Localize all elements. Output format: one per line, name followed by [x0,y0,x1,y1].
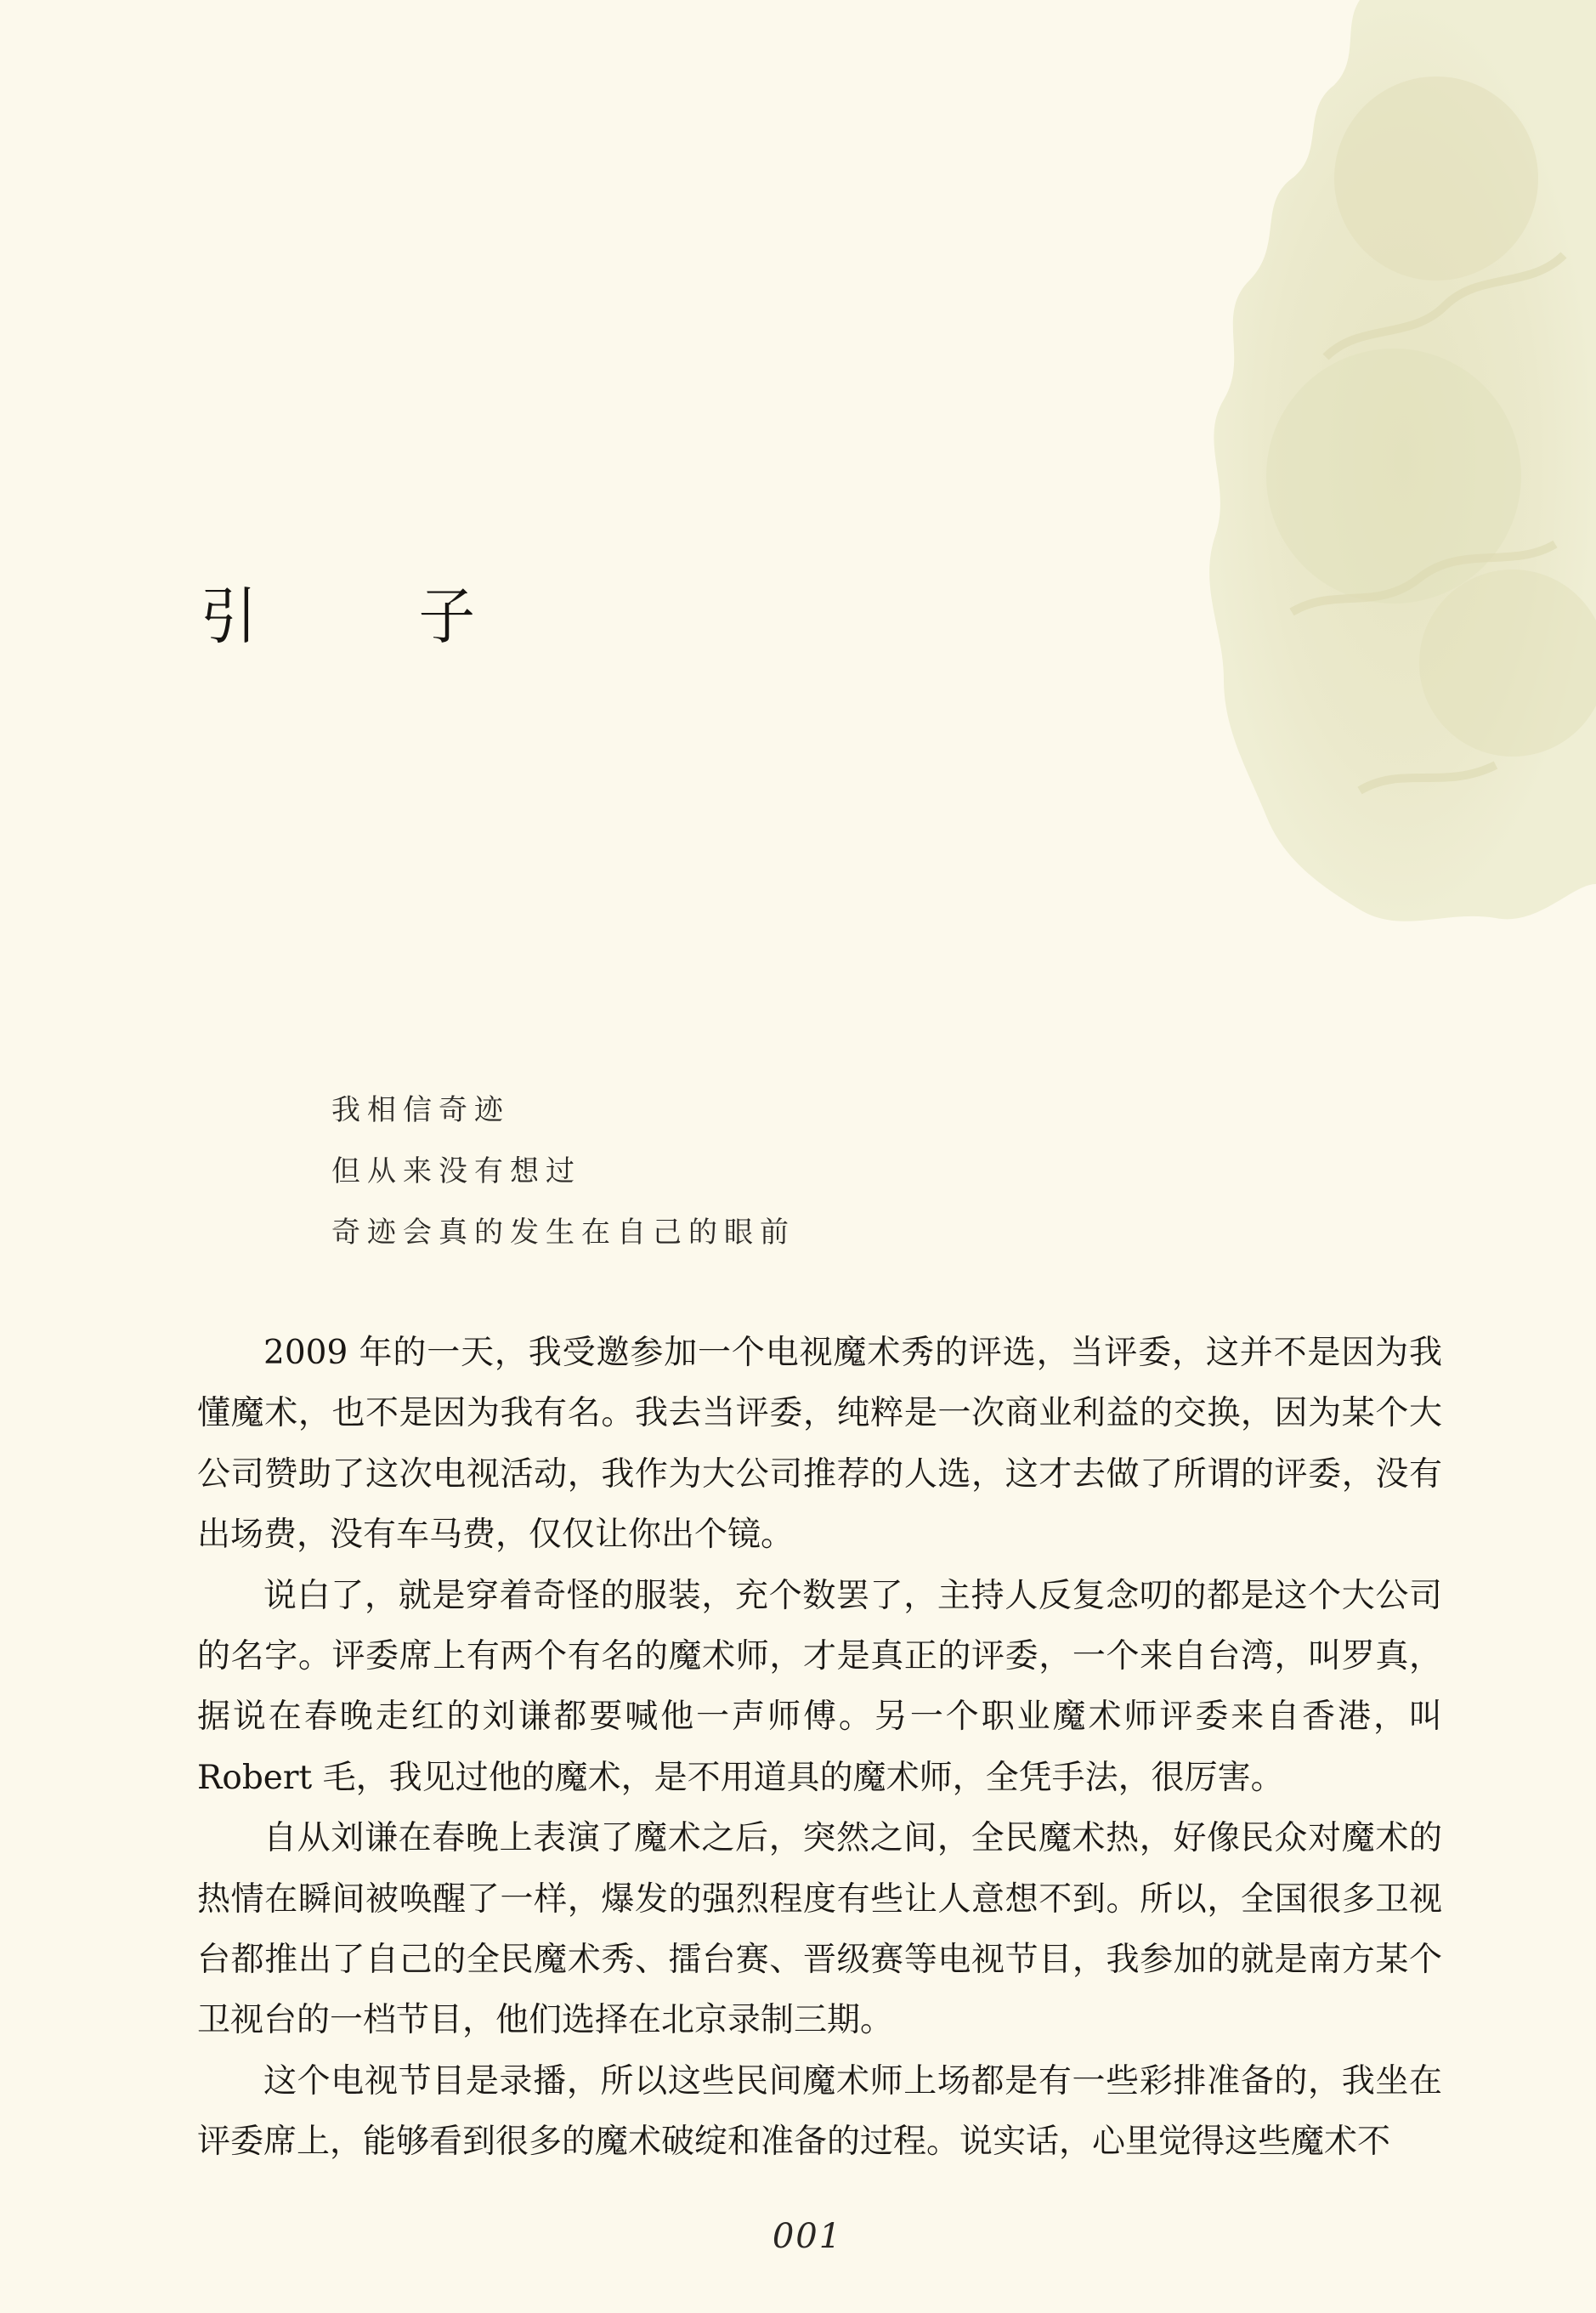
epigraph [331,1080,926,1263]
paragraph: 自从刘谦在春晚上表演了魔术之后，突然之间，全民魔术热，好像民众对魔术的热情在瞬间被唤醒了一样，爆发的强烈程度有些让人意想不到。所以，全国很多卫视台都推出了自己的全民魔术秀、擂台赛、晋级赛等电视节目，我参加的就是南方某个卫视台的一档节目，他们选择在北京录制三期。 [197,1819,1442,2040]
epigraph-line: 我相信奇迹 [331,1093,510,1127]
body-text [197,1323,1442,2173]
paragraph: 2009 年的一天，我受邀参加一个电视魔术秀的评选，当评委，这并不是因为我懂魔术，也不是因为我有名。我去当评委，纯粹是一次商业利益的交换，因为某个大公司赞助了这次电视活动，我作为大公司推荐的人选，这才去做了所谓的评委，没有出场费，没有车马费，仅仅让你出个镜。 [197,1334,1442,1555]
paragraph: 说白了，就是穿着奇怪的服装，充个数罢了，主持人反复念叨的都是这个大公司的名字。评委席上有两个有名的魔术师，才是真正的评委，一个来自台湾，叫罗真，据说在春晚走红的刘谦都要喊他一声师傅。另一个职业魔术师评委来自香港，叫 Robert 毛，我见过他的魔术，是不用道具的魔术师，全凭手法，很厉害。 [197,1576,1442,1797]
chapter-title: 引 子 [201,581,547,652]
epigraph-line: 但从来没有想过 [331,1154,581,1188]
epigraph-line: 奇迹会真的发生在自己的眼前 [331,1216,795,1250]
page-number: 001 [772,2217,843,2256]
paragraph: 这个电视节目是录播，所以这些民间魔术师上场都是有一些彩排准备的，我坐在评委席上，能够看到很多的魔术破绽和准备的过程。说实话，心里觉得这些魔术不 [197,2061,1442,2162]
